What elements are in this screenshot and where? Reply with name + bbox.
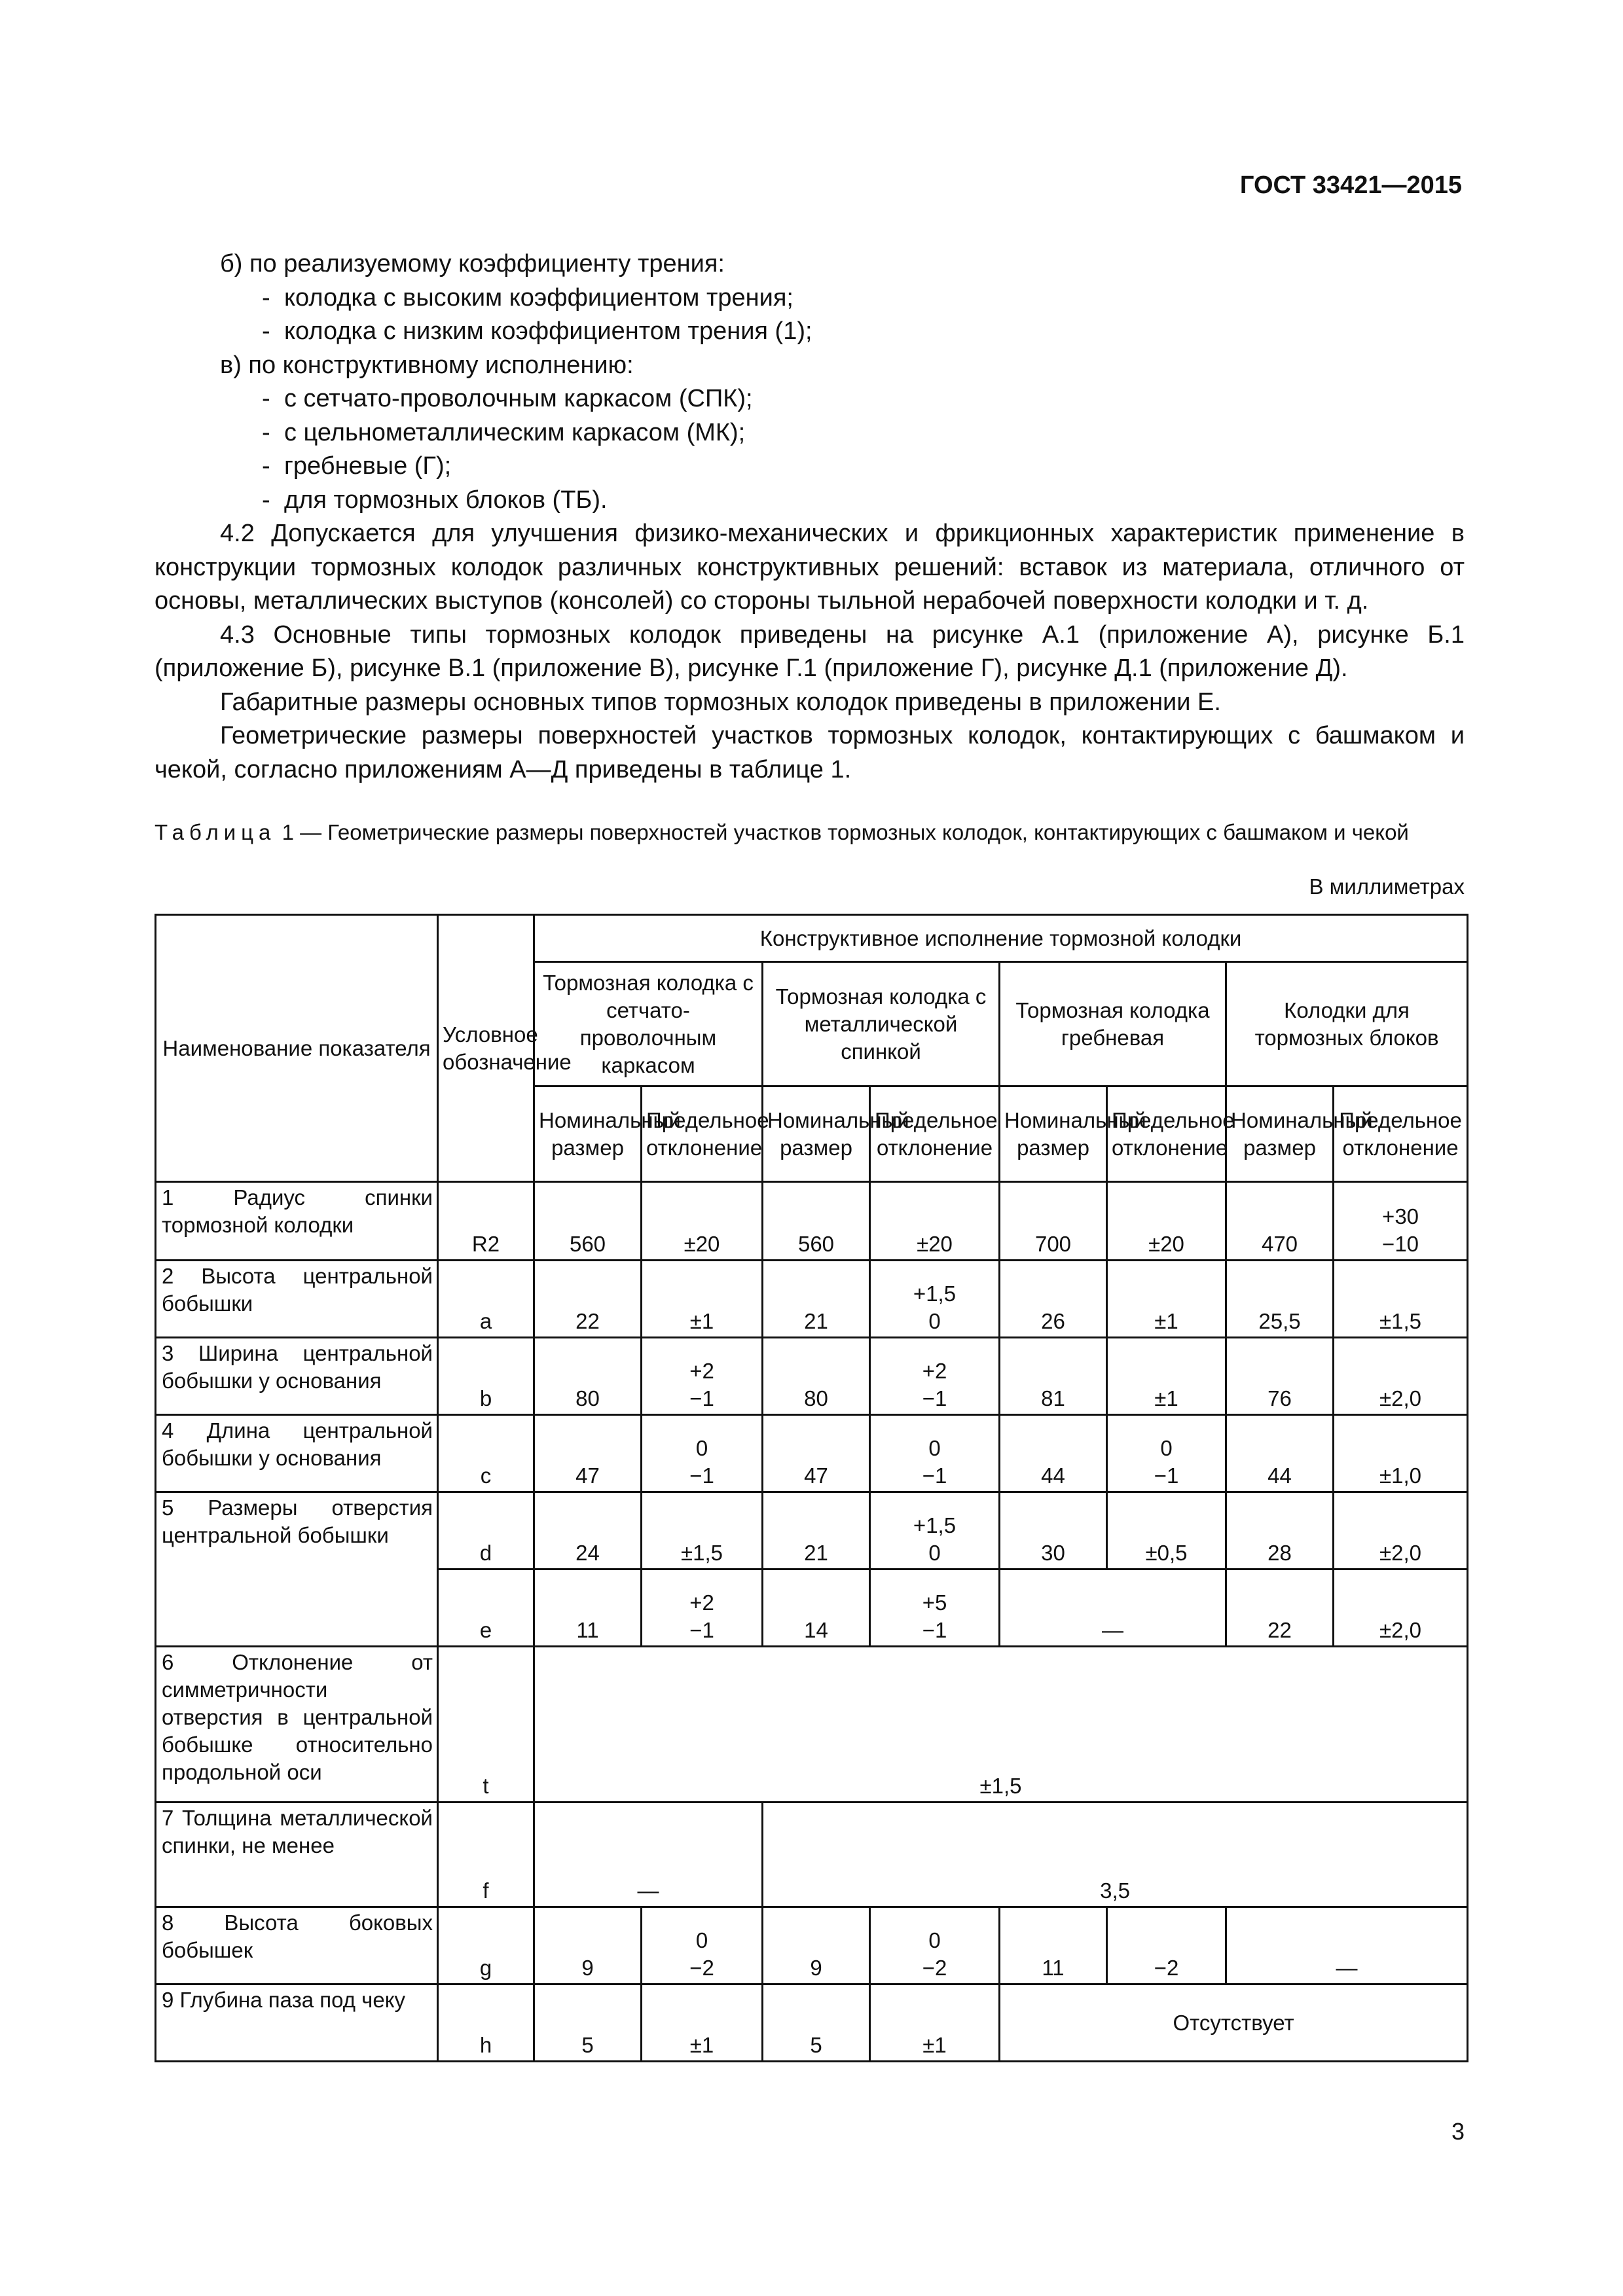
row-symbol: f [438, 1803, 534, 1907]
header-nominal: Номинальный размер [763, 1086, 870, 1182]
header-deviation: Предельное отклонение [642, 1086, 763, 1182]
row-value: 22 [1226, 1570, 1334, 1647]
list-item: - колодка с низким коэффициентом трения (1); [262, 317, 812, 345]
row-value: ±2,0 [1334, 1338, 1468, 1415]
row-value: 470 [1226, 1182, 1334, 1261]
row-name: 6 Отклонение от симметричности отверстия в центральной бобышке относительно продольной оси [156, 1647, 438, 1803]
row-value: 0 −1 [642, 1415, 763, 1492]
data-table [155, 914, 1468, 2062]
row-value: — [1226, 1907, 1468, 1984]
table-caption-text: 1 — Геометрические размеры поверхностей участков тормозных колодок, контактирующих с башмаком и чекой [282, 820, 1409, 844]
row-symbol: R2 [438, 1182, 534, 1261]
list-item: - колодка с высоким коэффициентом трения; [262, 283, 793, 312]
row-value: ±20 [642, 1182, 763, 1261]
row-value: — [534, 1803, 763, 1907]
row-value: ±2,0 [1334, 1570, 1468, 1647]
header-deviation: Предельное отклонение [1107, 1086, 1226, 1182]
row-value: 700 [1000, 1182, 1107, 1261]
table-row [156, 1907, 1468, 1984]
row-value: ±1 [1107, 1261, 1226, 1338]
row-value: +5 −1 [870, 1570, 1000, 1647]
row-value: +2 −1 [642, 1338, 763, 1415]
header-nominal: Номинальный размер [1000, 1086, 1107, 1182]
header-type: Тормозная колодка гребневая [1000, 962, 1226, 1086]
row-value: ±20 [870, 1182, 1000, 1261]
row-value: ±1,5 [642, 1492, 763, 1570]
row-value: ±1 [642, 1261, 763, 1338]
row-value: 5 [763, 1984, 870, 2062]
row-value: 560 [763, 1182, 870, 1261]
row-value: 3,5 [763, 1803, 1468, 1907]
table-row [156, 1492, 1468, 1570]
row-symbol: a [438, 1261, 534, 1338]
body-text [155, 247, 1465, 787]
row-value: 21 [763, 1261, 870, 1338]
row-name: 3 Ширина центральной бобышки у основания [156, 1338, 438, 1415]
row-value: +30 −10 [1334, 1182, 1468, 1261]
row-value: +1,5 0 [870, 1492, 1000, 1570]
row-value: ±1,0 [1334, 1415, 1468, 1492]
row-value: ±1 [870, 1984, 1000, 2062]
list-item: - с сетчато-проволочным каркасом (СПК); [262, 385, 753, 412]
row-value: ±20 [1107, 1182, 1226, 1261]
row-name: 4 Длина центральной бобышки у основания [156, 1415, 438, 1492]
row-value: 80 [763, 1338, 870, 1415]
header-nominal: Номинальный размер [534, 1086, 642, 1182]
row-value: — [1000, 1570, 1226, 1647]
header-nominal: Номинальный размер [1226, 1086, 1334, 1182]
table-row [156, 1984, 1468, 2062]
row-name: 1 Радиус спинки тормозной колодки [156, 1182, 438, 1261]
row-value: 21 [763, 1492, 870, 1570]
row-symbol: b [438, 1338, 534, 1415]
header-name: Наименование показателя [156, 915, 438, 1182]
row-value: 0 −2 [870, 1907, 1000, 1984]
row-value: ±2,0 [1334, 1492, 1468, 1570]
row-value: +1,5 0 [870, 1261, 1000, 1338]
row-value: ±1 [642, 1984, 763, 2062]
row-symbol: t [438, 1647, 534, 1803]
row-value: ±1,5 [1334, 1261, 1468, 1338]
table-row [156, 1182, 1468, 1261]
row-value: +2 −1 [870, 1338, 1000, 1415]
header-deviation: Предельное отклонение [1334, 1086, 1468, 1182]
table-row [156, 1647, 1468, 1803]
row-value: 30 [1000, 1492, 1107, 1570]
row-value: 0 −1 [1107, 1415, 1226, 1492]
row-value: 22 [534, 1261, 642, 1338]
list-item: - с цельнометаллическим каркасом (МК); [262, 418, 746, 446]
list-v-title: в) по конструктивному исполнению: [220, 351, 634, 379]
row-name: 5 Размеры отверстия центральной бобышки [156, 1492, 438, 1647]
row-value: 81 [1000, 1338, 1107, 1415]
table-row [156, 1803, 1468, 1907]
page-number: 3 [1451, 2118, 1465, 2145]
row-value: +2 −1 [642, 1570, 763, 1647]
row-value: 80 [534, 1338, 642, 1415]
row-name: 9 Глубина паза под чеку [156, 1984, 438, 2062]
row-value: Отсутствует [1000, 1984, 1468, 2062]
row-value: 11 [534, 1570, 642, 1647]
row-value: 11 [1000, 1907, 1107, 1984]
row-name: 7 Толщина металлической спинки, не менее [156, 1803, 438, 1907]
row-value: 76 [1226, 1338, 1334, 1415]
header-group: Конструктивное исполнение тормозной колодки [534, 915, 1468, 962]
row-symbol: d [438, 1492, 534, 1570]
row-symbol: g [438, 1907, 534, 1984]
row-value: ±1 [1107, 1338, 1226, 1415]
table-row [156, 1415, 1468, 1492]
row-value: ±1,5 [534, 1647, 1468, 1803]
row-name: 8 Высота боковых бобышек [156, 1907, 438, 1984]
row-value: 26 [1000, 1261, 1107, 1338]
row-value: 560 [534, 1182, 642, 1261]
row-value: 9 [534, 1907, 642, 1984]
header-type: Тормозная колодка с металлической спинкой [763, 962, 1000, 1086]
table-caption [155, 818, 1465, 847]
paragraph-4-3: 4.3 Основные типы тормозных колодок приведены на рисунке А.1 (приложение А), рисунке Б.1 (приложение Б), рисунке В.1 (приложение В), рисунке Г.1 (приложение Г), рисунке Д.1 (приложение Д). [155, 620, 1465, 682]
row-value: 0 −1 [870, 1415, 1000, 1492]
row-value: 24 [534, 1492, 642, 1570]
row-value: 0 −2 [642, 1907, 763, 1984]
row-name: 2 Высота центральной бобышки [156, 1261, 438, 1338]
row-value: 28 [1226, 1492, 1334, 1570]
row-value: ±0,5 [1107, 1492, 1226, 1570]
row-value: 47 [763, 1415, 870, 1492]
header-symbol: Условное обозначение [438, 915, 534, 1182]
paragraph-geometry: Геометрические размеры поверхностей участков тормозных колодок, контактирующих с башмаком и чекой, согласно приложениям А—Д приведены в таблице 1. [155, 722, 1465, 783]
header-deviation: Предельное отклонение [870, 1086, 1000, 1182]
list-item: - для тормозных блоков (ТБ). [262, 486, 608, 514]
row-symbol: h [438, 1984, 534, 2062]
row-value: 9 [763, 1907, 870, 1984]
header-type: Колодки для тормозных блоков [1226, 962, 1468, 1086]
list-item: - гребневые (Г); [262, 452, 452, 480]
paragraph-4-2: 4.2 Допускается для улучшения физико-механических и фрикционных характеристик применение в конструкции тормозных колодок различных конструктивных решений: вставок из материала, отличного от основы, металлических выступов (консолей) со стороны тыльной нерабочей поверхности колодки и т. д. [155, 520, 1465, 615]
row-value: −2 [1107, 1907, 1226, 1984]
header-type: Тормозная колодка с сетчато-проволочным каркасом [534, 962, 763, 1086]
table-row [156, 1338, 1468, 1415]
table-caption-label: Таблица [155, 820, 276, 844]
row-value: 44 [1226, 1415, 1334, 1492]
row-value: 5 [534, 1984, 642, 2062]
list-b-title: б) по реализуемому коэффициенту трения: [220, 250, 725, 278]
row-value: 47 [534, 1415, 642, 1492]
row-value: 14 [763, 1570, 870, 1647]
document-number: ГОСТ 33421—2015 [1239, 171, 1462, 199]
row-value: 44 [1000, 1415, 1107, 1492]
row-value: 25,5 [1226, 1261, 1334, 1338]
table-row [156, 1261, 1468, 1338]
paragraph-dimensions: Габаритные размеры основных типов тормозных колодок приведены в приложении Е. [220, 688, 1221, 716]
row-symbol: c [438, 1415, 534, 1492]
row-symbol: e [438, 1570, 534, 1647]
table-units: В миллиметрах [1309, 874, 1465, 899]
